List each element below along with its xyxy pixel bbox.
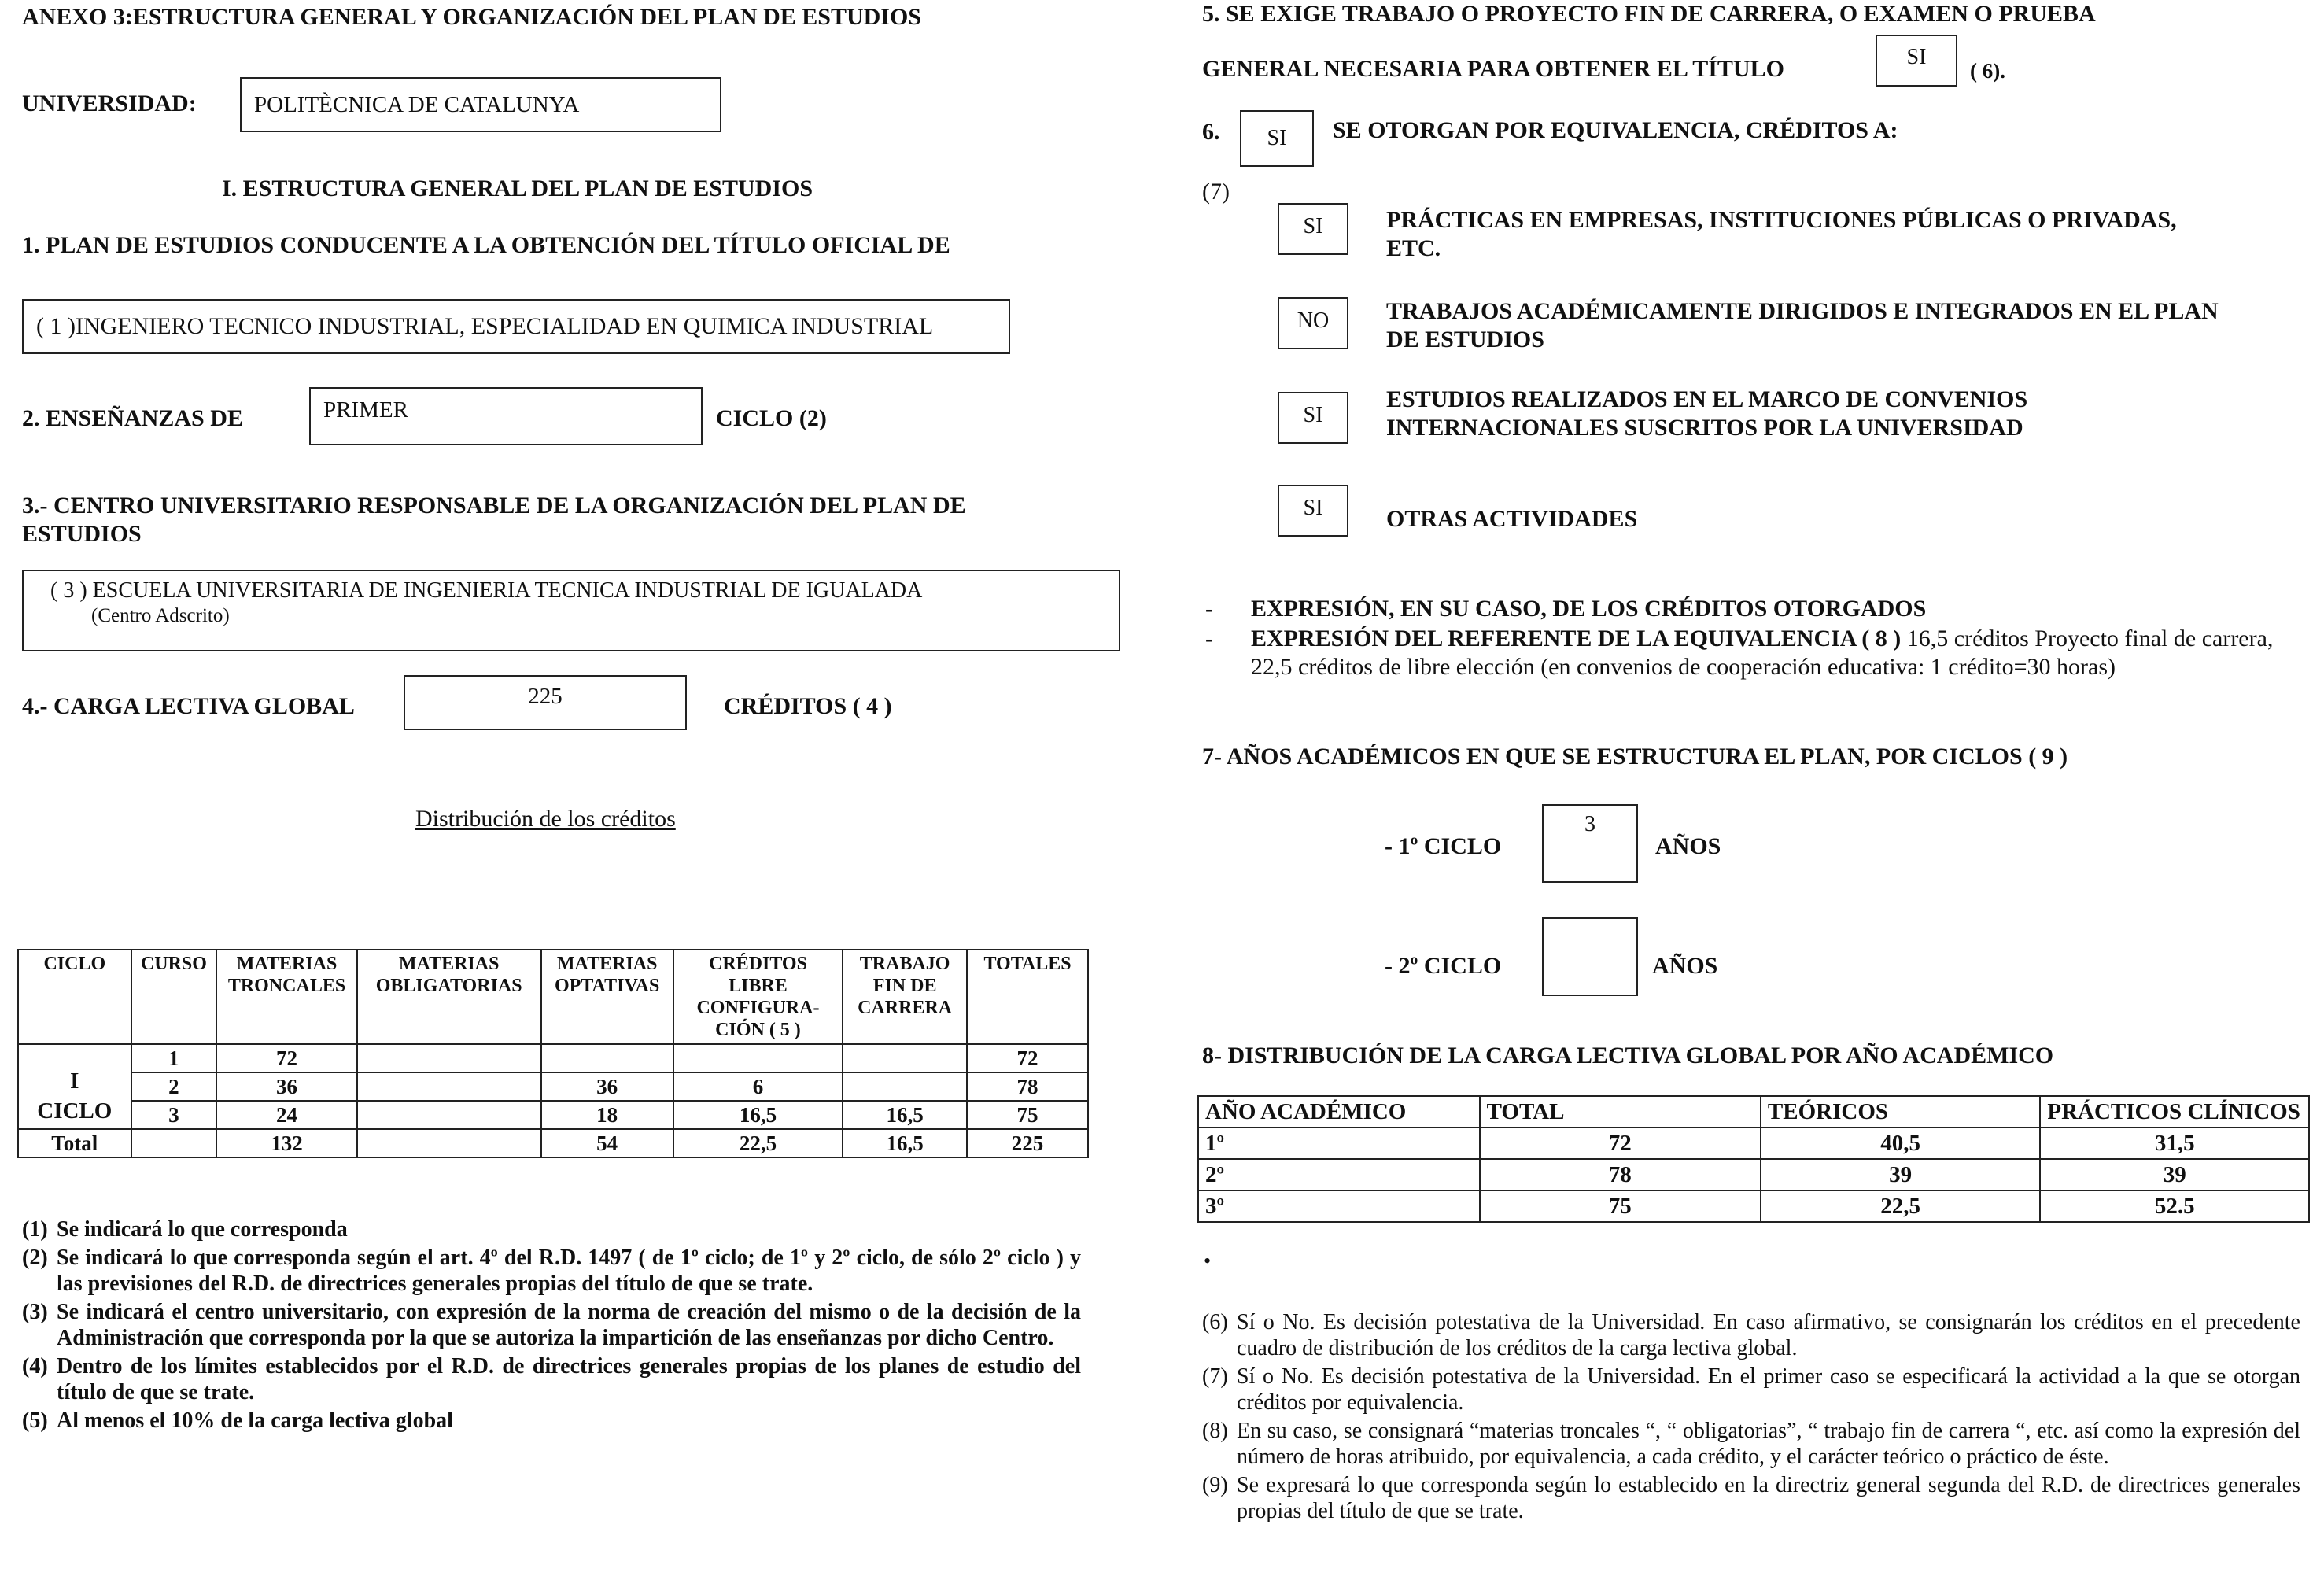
cell: 75 <box>1480 1190 1761 1222</box>
col-header: TOTALES <box>967 950 1088 1044</box>
cell: 2 <box>131 1072 217 1101</box>
item4-label: 4.- CARGA LECTIVA GLOBAL <box>22 693 355 719</box>
equivalence-value: NO <box>1278 297 1348 349</box>
cell <box>357 1072 541 1101</box>
table-row <box>1198 1128 2309 1159</box>
cell: 36 <box>541 1072 673 1101</box>
footnote-text: En su caso, se consignará “materias troncales “, “ obligatorias”, “ trabajo fin de carrera “, etc. así como la expresión del número de horas atribuido, por equivalencia, a cada crédito, y el carácter teórico o práctico de éste. <box>1237 1419 2300 1469</box>
footnote-number: (7) <box>1202 1364 1228 1389</box>
cell: 6 <box>673 1072 843 1101</box>
cell <box>357 1129 541 1157</box>
center-name: ( 3 ) ESCUELA UNIVERSITARIA DE INGENIERIA TECNICA INDUSTRIAL DE IGUALADA <box>50 578 923 603</box>
footnote <box>22 1299 1081 1351</box>
cell: 72 <box>216 1044 356 1072</box>
left-footnotes <box>22 1216 1081 1436</box>
cell: 18 <box>541 1101 673 1129</box>
item5-line2: GENERAL NECESARIA PARA OBTENER EL TÍTULO <box>1202 56 1784 82</box>
equivalence-value: SI <box>1278 485 1348 537</box>
equivalence-label: TRABAJOS ACADÉMICAMENTE DIRIGIDOS E INTEGRADOS EN EL PLAN <box>1386 298 2219 324</box>
distribution-title: Distribución de los créditos <box>415 806 676 832</box>
col-header: MATERIAS OPTATIVAS <box>541 950 673 1044</box>
cell: 1 <box>131 1044 217 1072</box>
cell: 3 <box>131 1101 217 1129</box>
university-field: POLITÈCNICA DE CATALUNYA <box>240 77 721 132</box>
cell: Total <box>18 1129 131 1157</box>
right-footnotes <box>1202 1309 2300 1526</box>
table-row <box>18 1044 1088 1072</box>
cell <box>357 1044 541 1072</box>
col-header: AÑO ACADÉMICO <box>1198 1096 1480 1128</box>
item2-suffix: CICLO (2) <box>716 405 827 431</box>
cell <box>357 1101 541 1129</box>
bullet: • <box>1204 1249 1212 1272</box>
expression-equivalence-text: 16,5 créditos Proyecto final de carrera, 22,5 créditos de libre elección (en convenios de cooperación educativa: 1 crédito=30 horas) <box>1251 626 2274 680</box>
teaching-cycle-field: PRIMER <box>309 387 703 445</box>
item7-title: 7- AÑOS ACADÉMICOS EN QUE SE ESTRUCTURA EL PLAN, POR CICLOS ( 9 ) <box>1202 744 2068 770</box>
credits-table <box>17 949 1089 1158</box>
cell: 72 <box>967 1044 1088 1072</box>
footnote-number: (5) <box>22 1408 48 1433</box>
footnote-number: (3) <box>22 1300 48 1324</box>
cycle2-suffix: AÑOS <box>1652 953 1718 979</box>
footnote <box>1202 1418 2300 1470</box>
cycle1-years-field: 3 <box>1542 804 1638 883</box>
table-row <box>1198 1159 2309 1190</box>
footnote-text: Al menos el 10% de la carga lectiva global <box>57 1408 453 1433</box>
equivalence-label: ESTUDIOS REALIZADOS EN EL MARCO DE CONVENIOS <box>1386 386 2028 412</box>
equivalence-label-cont: ETC. <box>1386 235 1441 261</box>
cell: 16,5 <box>843 1129 967 1157</box>
table-row <box>18 1072 1088 1101</box>
col-header: MATERIAS TRONCALES <box>216 950 356 1044</box>
footnote-text: Se indicará lo que corresponda <box>57 1217 348 1242</box>
footnote-text: Sí o No. Es decisión potestativa de la Universidad. En el primer caso se especificará la actividad a la que se otorgan créditos por equivalencia. <box>1237 1364 2300 1415</box>
dash: - <box>1205 596 1213 622</box>
col-header: TEÓRICOS <box>1761 1096 2040 1128</box>
col-header: TRABAJO FIN DE CARRERA <box>843 950 967 1044</box>
cell <box>541 1044 673 1072</box>
load-header-row <box>1198 1096 2309 1128</box>
col-header: CRÉDITOS LIBRE CONFIGURA- CIÓN ( 5 ) <box>673 950 843 1044</box>
cell: 31,5 <box>2040 1128 2309 1159</box>
cell <box>843 1072 967 1101</box>
footnote <box>1202 1472 2300 1524</box>
final-project-field: SI <box>1876 35 1957 87</box>
footnote <box>22 1216 1081 1242</box>
cell: 24 <box>216 1101 356 1129</box>
footnote-number: (6) <box>1202 1310 1228 1334</box>
footnote <box>22 1353 1081 1405</box>
equivalence-label-cont: INTERNACIONALES SUSCRITOS POR LA UNIVERSIDAD <box>1386 415 2023 441</box>
footnote-text: Se indicará lo que corresponda según el art. 4º del R.D. 1497 ( de 1º ciclo; de 1º y 2º ciclo, de sólo 2º ciclo ) y las previsiones del R.D. de directrices generales propias del título de que se trate. <box>57 1246 1081 1296</box>
col-header: CICLO <box>18 950 131 1044</box>
cell: 2º <box>1198 1159 1480 1190</box>
cell: 72 <box>1480 1128 1761 1159</box>
cell: 78 <box>967 1072 1088 1101</box>
cycle-roman: I <box>70 1069 79 1094</box>
col-header: PRÁCTICOS CLÍNICOS <box>2040 1096 2309 1128</box>
center-note: (Centro Adscrito) <box>91 605 230 626</box>
cell: 3º <box>1198 1190 1480 1222</box>
cycle2-years-field <box>1542 917 1638 996</box>
footnote <box>22 1408 1081 1434</box>
equivalence-label: OTRAS ACTIVIDADES <box>1386 506 1638 532</box>
footnote-text: Se indicará el centro universitario, con expresión de la norma de creación del mismo o de la decisión de la Administración que corresponda por la que se autoriza la impartición de las enseñanzas por dicho Centro. <box>57 1300 1081 1350</box>
center-field <box>22 570 1120 651</box>
cell: 54 <box>541 1129 673 1157</box>
table-row <box>18 1101 1088 1129</box>
expression-equivalence-label: EXPRESIÓN DEL REFERENTE DE LA EQUIVALENCIA ( 8 ) <box>1251 626 1902 651</box>
col-header: CURSO <box>131 950 217 1044</box>
cell <box>843 1044 967 1072</box>
footnote <box>1202 1364 2300 1415</box>
cell: 39 <box>1761 1159 2040 1190</box>
footnote-text: Sí o No. Es decisión potestativa de la Universidad. En caso afirmativo, se consignarán los créditos en el precedente cuadro de distribución de los créditos de la carga lectiva global. <box>1237 1310 2300 1360</box>
equivalence-value: SI <box>1278 392 1348 444</box>
footnote <box>22 1245 1081 1297</box>
dash: - <box>1205 626 1213 651</box>
cell: 40,5 <box>1761 1128 2040 1159</box>
cell: 39 <box>2040 1159 2309 1190</box>
cycle-cell <box>18 1044 131 1129</box>
cell: 22,5 <box>1761 1190 2040 1222</box>
footnote-number: (8) <box>1202 1419 1228 1443</box>
load-table <box>1197 1095 2310 1223</box>
footnote-text: Dentro de los límites establecidos por el R.D. de directrices generales propias de los planes de estudio del título de que se trate. <box>57 1354 1081 1404</box>
item6-note: (7) <box>1202 179 1230 205</box>
footnote <box>1202 1309 2300 1361</box>
item6-number: 6. <box>1202 119 1220 145</box>
equivalence-value: SI <box>1278 203 1348 255</box>
table-total-row <box>18 1129 1088 1157</box>
cell: 132 <box>216 1129 356 1157</box>
footnote-number: (1) <box>22 1217 48 1242</box>
cycle1-suffix: AÑOS <box>1655 833 1721 859</box>
cell: 22,5 <box>673 1129 843 1157</box>
cell: 1º <box>1198 1128 1480 1159</box>
item5-suffix: ( 6). <box>1970 59 2005 83</box>
col-header: MATERIAS OBLIGATORIAS <box>357 950 541 1044</box>
col-header: TOTAL <box>1480 1096 1761 1128</box>
item2-label: 2. ENSEÑANZAS DE <box>22 405 243 431</box>
equivalence-field: SI <box>1240 110 1314 167</box>
item4-suffix: CRÉDITOS ( 4 ) <box>724 693 892 719</box>
item3-label-1: 3.- CENTRO UNIVERSITARIO RESPONSABLE DE LA ORGANIZACIÓN DEL PLAN DE <box>22 493 966 519</box>
university-label: UNIVERSIDAD: <box>22 90 197 116</box>
equivalence-label-cont: DE ESTUDIOS <box>1386 327 1544 352</box>
footnote-number: (4) <box>22 1354 48 1379</box>
credits-header-row <box>18 950 1088 1044</box>
item6-label: SE OTORGAN POR EQUIVALENCIA, CRÉDITOS A: <box>1333 117 1898 143</box>
cell: 78 <box>1480 1159 1761 1190</box>
item1-label: 1. PLAN DE ESTUDIOS CONDUCENTE A LA OBTENCIÓN DEL TÍTULO OFICIAL DE <box>22 232 950 258</box>
footnote-number: (2) <box>22 1246 48 1270</box>
cell: 16,5 <box>843 1101 967 1129</box>
item3-label-2: ESTUDIOS <box>22 521 142 547</box>
expression-credits: EXPRESIÓN, EN SU CASO, DE LOS CRÉDITOS OTORGADOS <box>1251 596 1927 622</box>
expression-equivalence <box>1251 625 2310 681</box>
item5-line1: 5. SE EXIGE TRABAJO O PROYECTO FIN DE CARRERA, O EXAMEN O PRUEBA <box>1202 1 2096 27</box>
title-field: ( 1 )INGENIERO TECNICO INDUSTRIAL, ESPECIALIDAD EN QUIMICA INDUSTRIAL <box>22 299 1010 354</box>
cycle1-label: - 1º CICLO <box>1385 833 1502 859</box>
item8-title: 8- DISTRIBUCIÓN DE LA CARGA LECTIVA GLOBAL POR AÑO ACADÉMICO <box>1202 1043 2054 1069</box>
section-title: I. ESTRUCTURA GENERAL DEL PLAN DE ESTUDIOS <box>222 175 813 201</box>
cell: 36 <box>216 1072 356 1101</box>
cell: 225 <box>967 1129 1088 1157</box>
annex-title: ANEXO 3:ESTRUCTURA GENERAL Y ORGANIZACIÓN DEL PLAN DE ESTUDIOS <box>22 4 921 30</box>
table-row <box>1198 1190 2309 1222</box>
footnote-text: Se expresará lo que corresponda según lo establecido en la directriz general segunda del R.D. de directrices generales propias del título de que se trate. <box>1237 1473 2300 1523</box>
cell <box>673 1044 843 1072</box>
equivalence-label: PRÁCTICAS EN EMPRESAS, INSTITUCIONES PÚBLICAS O PRIVADAS, <box>1386 207 2177 233</box>
cell: 16,5 <box>673 1101 843 1129</box>
cell: 75 <box>967 1101 1088 1129</box>
footnote-number: (9) <box>1202 1473 1228 1497</box>
global-load-field: 225 <box>404 675 687 730</box>
cell <box>131 1129 217 1157</box>
cycle-word: CICLO <box>37 1098 113 1124</box>
cell: 52.5 <box>2040 1190 2309 1222</box>
cycle2-label: - 2º CICLO <box>1385 953 1502 979</box>
